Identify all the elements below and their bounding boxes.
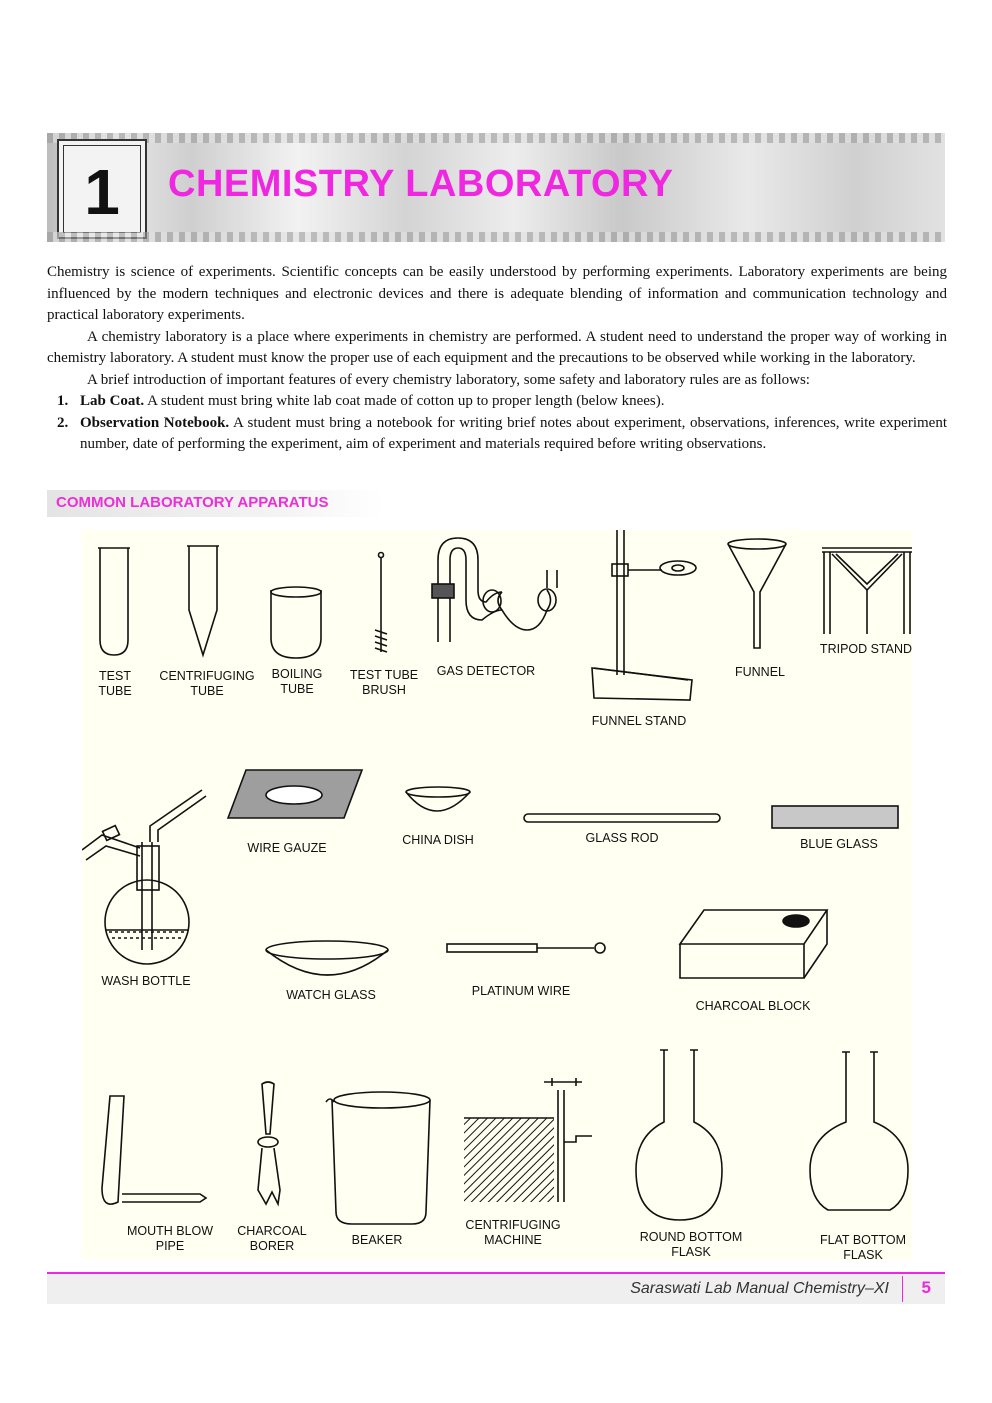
rule-text: A student must bring a notebook for writing brief notes about experiment, observations, inferences, write experiment number, date of performing the experiment, aim of experiment and materials required before writing observations. — [80, 414, 947, 452]
watch-glass-icon — [266, 950, 388, 975]
wash-bottle-label: WASH BOTTLE — [101, 974, 191, 988]
section-title: COMMON LABORATORY APPARATUS — [56, 494, 329, 511]
funnel-label: FUNNEL — [734, 665, 786, 679]
test-tube-label — [98, 669, 131, 699]
mouth-blow-pipe-icon — [102, 1096, 206, 1204]
rule-number: 2. — [57, 414, 69, 431]
label-line: FLASK — [843, 1248, 883, 1262]
centrifuging-tube-label — [159, 669, 254, 699]
tripod-stand-icon — [822, 548, 912, 634]
blue-glass-label: BLUE GLASS — [800, 837, 878, 851]
test-tube-brush-label — [350, 668, 418, 698]
boiling-tube-icon — [271, 590, 321, 658]
rule-term: Lab Coat. — [80, 393, 145, 409]
label-line: CENTRIFUGING — [159, 669, 255, 683]
label-line: TEST — [99, 669, 131, 683]
label-line: BOILING — [271, 667, 323, 681]
beaker-icon — [326, 1092, 430, 1224]
label-line: BRUSH — [362, 683, 406, 697]
list-item — [47, 391, 947, 413]
rule-text: A student must bring white lab coat made of cotton up to proper length (below knees). — [144, 393, 665, 409]
label-line: MOUTH BLOW — [126, 1224, 214, 1238]
glass-rod-icon — [524, 814, 720, 822]
wash-bottle-icon — [82, 790, 206, 964]
footer-book-title: Saraswati Lab Manual Chemistry–XI — [630, 1280, 889, 1297]
apparatus-drawings — [82, 530, 912, 1260]
watch-glass-label: WATCH GLASS — [286, 988, 376, 1002]
charcoal-block-icon — [680, 910, 827, 978]
charcoal-borer-label — [237, 1224, 306, 1254]
platinum-wire-icon — [447, 943, 605, 953]
centrifuging-machine-label — [465, 1218, 560, 1248]
tripod-stand-label: TRIPOD STAND — [819, 642, 913, 656]
boiling-tube-label — [272, 667, 323, 697]
label-line: CHARCOAL — [237, 1224, 307, 1238]
funnel-icon — [728, 544, 786, 648]
round-bottom-flask-icon — [636, 1050, 722, 1220]
rules-list — [47, 391, 947, 456]
platinum-wire-label: PLATINUM WIRE — [471, 984, 571, 998]
label-line: MACHINE — [484, 1233, 542, 1247]
gas-detector-icon — [432, 538, 557, 642]
label-line: TEST TUBE — [349, 668, 419, 682]
label-line: PIPE — [155, 1239, 185, 1253]
page-number: 5 — [921, 1278, 931, 1297]
gas-detector-label: GAS DETECTOR — [436, 664, 536, 678]
flat-bottom-flask-icon — [810, 1052, 908, 1210]
test-tube-brush-icon — [375, 553, 387, 653]
intro-paragraph-2: A chemistry laboratory is a place where experiments in chemistry are performed. A student need to understand the proper way of working in chemistry laboratory. A student must know the proper use of each equipment and the precautions to be observed while working in the laboratory. — [47, 328, 947, 366]
apparatus-panel — [82, 530, 912, 1260]
beaker-label: BEAKER — [351, 1233, 403, 1247]
footer-divider — [902, 1276, 903, 1302]
glass-rod-label: GLASS ROD — [585, 831, 659, 845]
intro-text — [47, 262, 947, 456]
flat-bottom-flask-label — [820, 1233, 906, 1263]
intro-paragraph-3: A brief introduction of important features of every chemistry laboratory, some safety and laboratory rules are as follows: — [87, 371, 810, 388]
centrifuging-machine-icon — [464, 1078, 592, 1202]
centrifuging-tube-icon — [189, 546, 217, 655]
label-line: BORER — [249, 1239, 295, 1253]
section-heading-bar — [47, 490, 383, 517]
charcoal-block-label: CHARCOAL BLOCK — [695, 999, 811, 1013]
test-tube-icon — [100, 548, 128, 655]
page-footer — [47, 1272, 945, 1304]
rule-number: 1. — [57, 393, 69, 409]
chapter-number-box — [57, 139, 147, 239]
blue-glass-icon — [772, 806, 898, 828]
label-line: ROUND BOTTOM — [639, 1230, 743, 1244]
chapter-number: 1 — [84, 156, 120, 228]
china-dish-label: CHINA DISH — [402, 833, 474, 847]
label-line: TUBE — [190, 684, 224, 698]
round-bottom-flask-label — [640, 1230, 743, 1260]
chapter-banner — [47, 133, 945, 242]
rule-term: Observation Notebook. — [80, 414, 230, 431]
chapter-title: CHEMISTRY LABORATORY — [168, 163, 674, 205]
label-line: CENTRIFUGING — [465, 1218, 561, 1232]
wire-gauze-icon — [228, 770, 362, 818]
funnel-stand-label: FUNNEL STAND — [591, 714, 687, 728]
label-line: TUBE — [98, 684, 132, 698]
charcoal-borer-icon — [258, 1082, 280, 1204]
mouth-blow-pipe-label — [127, 1224, 213, 1254]
label-line: FLASK — [671, 1245, 711, 1259]
list-item — [47, 413, 947, 456]
funnel-stand-icon — [592, 530, 696, 700]
label-line: FLAT BOTTOM — [819, 1233, 907, 1247]
label-line: TUBE — [280, 682, 314, 696]
intro-paragraph-1: Chemistry is science of experiments. Scientific concepts can be easily understood by performing experiments. Laboratory experiments are being influenced by the modern techniques and electronic devices and there is adequate blending of information and communication technology and practical laboratory experiments. — [47, 264, 947, 323]
wire-gauze-label: WIRE GAUZE — [247, 841, 327, 855]
